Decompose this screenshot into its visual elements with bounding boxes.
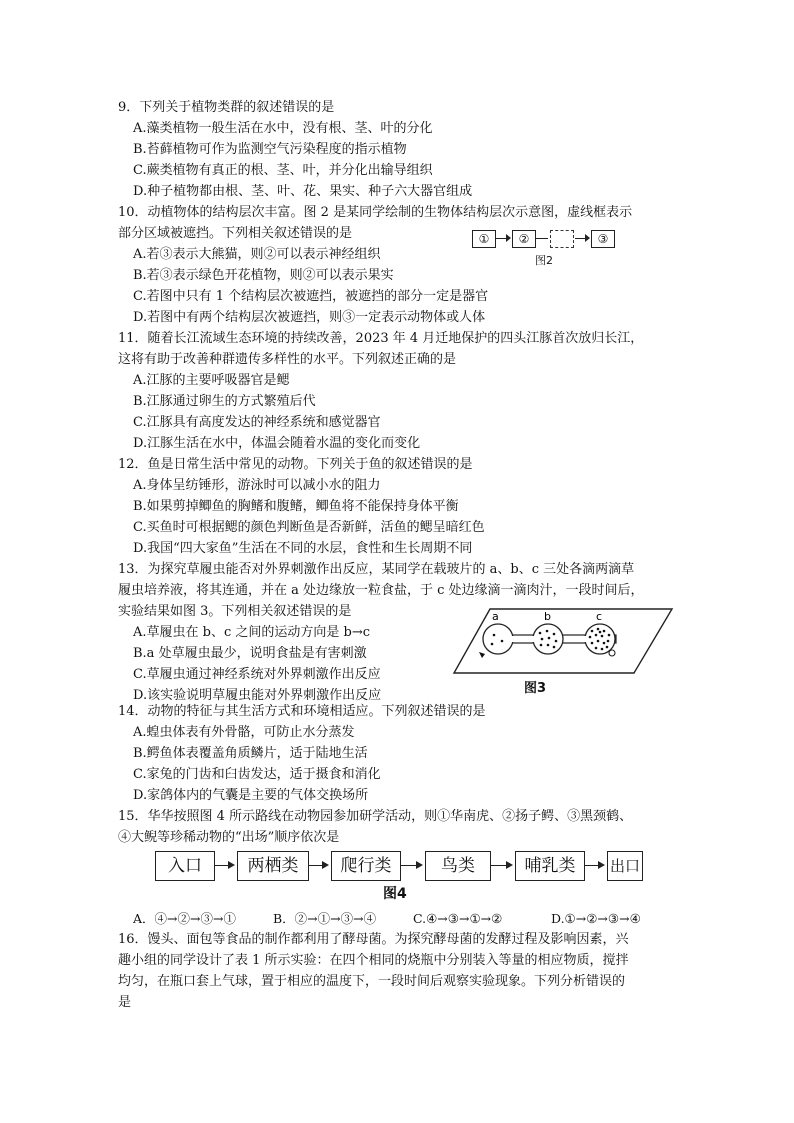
question-stem: 14．动物的特征与其生活方式和环境相适应。下列叙述错误的是 [118, 704, 486, 719]
arrow-icon [309, 865, 327, 866]
question-stem-line-4: 是 [118, 995, 132, 1010]
fig2-box-1: ① [472, 230, 496, 248]
option-d: D.江豚生活在水中，体温会随着水温的变化而变化 [133, 436, 421, 451]
question-14 [118, 701, 678, 806]
option-b: B．②→①→③→④ [273, 911, 377, 926]
figure-4 [155, 851, 645, 903]
arrow-icon [491, 865, 511, 866]
question-stem-line-1: 10．动植物体的结构层次丰富。图 2 是某同学绘制的生物体结构层次示意图，虚线框表示 [118, 205, 633, 220]
option-a: A.草履虫在 b、c 之间的运动方向是 b→c [133, 625, 371, 640]
question-11 [118, 328, 678, 454]
option-b: B.江豚通过卵生的方式繁殖后代 [133, 394, 316, 409]
arrow-icon [536, 238, 548, 239]
option-c: C.江豚具有高度发达的神经系统和感觉器官 [133, 415, 381, 430]
question-stem-line-1: 15．华华按照图 4 所示路线在动物园参加研学活动，则①华南虎、②扬子鳄、③黑颈鹤、 [118, 809, 633, 824]
arrow-icon [401, 865, 421, 866]
question-9 [118, 97, 678, 202]
slide-diagram [452, 605, 674, 697]
option-d: D.家鸽体内的气囊是主要的气体交换场所 [133, 788, 369, 803]
option-b: B.若③表示绿色开花植物，则②可以表示果实 [133, 268, 394, 283]
option-d: D.我国“四大家鱼”生活在不同的水层，食性和生长周期不同 [133, 541, 473, 556]
option-c: C.若图中只有 1 个结构层次被遮挡，被遮挡的部分一定是器官 [133, 289, 489, 304]
fig2-box-2: ② [512, 230, 536, 248]
option-c: C.家兔的门齿和臼齿发达，适于摄食和消化 [133, 767, 381, 782]
figure-label: 图4 [383, 886, 407, 902]
option-d: D.种子植物都由根、茎、叶、花、果实、种子六大器官组成 [133, 184, 473, 199]
question-stem: 9．下列关于植物类群的叙述错误的是 [118, 100, 335, 115]
question-stem-line-2: 这将有助于改善种群遗传多样性的水平。下列叙述正确的是 [118, 352, 457, 367]
option-d: D.若图中有两个结构层次被遮挡，则③一定表示动物体或人体 [133, 310, 486, 325]
figure-label: 图3 [524, 681, 547, 696]
label-b: b [544, 610, 551, 623]
option-b: B.苔藓植物可作为监测空气污染程度的指示植物 [133, 142, 407, 157]
question-15 [118, 806, 678, 848]
fig4-box-entrance: 入口 [155, 851, 215, 881]
option-d: D.该实验说明草履虫能对外界刺激作出反应 [133, 688, 382, 703]
option-d: D.①→②→③→④ [551, 911, 641, 926]
question-stem-line-2: ④大鲵等珍稀动物的“出场”顺序依次是 [118, 830, 340, 845]
figure-3 [452, 605, 674, 697]
question-stem-line-1: 13．为探究草履虫能否对外界刺激作出反应，某同学在载玻片的 a、b、c 三处各滴两滴草 [118, 562, 635, 577]
figure-label: 图2 [535, 254, 553, 267]
option-a: A.江豚的主要呼吸器官是鳃 [133, 373, 290, 388]
question-stem-line-1: 16．馒头、面包等食品的制作都利用了酵母菌。为探究酵母菌的发酵过程及影响因素，兴 [118, 932, 629, 947]
question-12 [118, 454, 678, 559]
fig4-box-mammal: 哺乳类 [515, 851, 585, 881]
option-a: A.若③表示大熊猫，则②可以表示神经组织 [133, 247, 381, 262]
question-stem-line-1: 11．随着长江流域生态环境的持续改善，2023 年 4 月迁地保护的四头江豚首次放归长江， [118, 331, 644, 346]
option-c: C.草履虫通过神经系统对外界刺激作出反应 [133, 667, 381, 682]
question-stem-line-3: 实验结果如图 3。下列相关叙述错误的是 [118, 604, 352, 619]
question-16 [118, 929, 678, 1013]
label-c: c [596, 610, 603, 623]
question-stem-line-2: 履虫培养液，将其连通，并在 a 处边缘放一粒食盐，于 c 处边缘滴一滴肉汁，一段时间后， [118, 583, 644, 598]
option-c: C.蕨类植物有真正的根、茎、叶，并分化出输导组织 [133, 163, 433, 178]
fig4-box-bird: 鸟类 [425, 851, 491, 881]
question-stem-line-3: 均匀，在瓶口套上气球，置于相应的温度下，一段时间后观察实验现象。下列分析错误的 [118, 974, 626, 989]
question-stem-line-2: 部分区域被遮挡。下列相关叙述错误的是 [118, 226, 353, 241]
arrowhead-icon [506, 234, 511, 242]
fig4-box-reptile: 爬行类 [331, 851, 401, 881]
option-c: C.④→③→①→② [413, 911, 503, 926]
fig2-box-3: ③ [591, 230, 615, 248]
question-stem-line-2: 趣小组的同学设计了表 1 所示实验：在四个相同的烧瓶中分别装入等量的相应物质，搅拌 [118, 953, 629, 968]
option-b: B.如果剪掉鲫鱼的胸鳍和腹鳍，鲫鱼将不能保持身体平衡 [133, 499, 459, 514]
option-c: C.买鱼时可根据鳃的颜色判断鱼是否新鲜，活鱼的鳃呈暗红色 [133, 520, 485, 535]
label-a: a [492, 610, 499, 623]
fig2-hidden-box [550, 230, 574, 248]
arrowhead-icon [585, 234, 590, 242]
arrow-icon [585, 865, 603, 866]
fig4-box-amphibian: 两栖类 [237, 851, 309, 881]
option-a: A.藻类植物一般生活在水中，没有根、茎、叶的分化 [133, 121, 433, 136]
option-a: A.蝗虫体表有外骨骼，可防止水分蒸发 [133, 725, 355, 740]
option-b: B.a 处草履虫最少，说明食盐是有害刺激 [133, 646, 367, 661]
figure-2 [470, 228, 620, 270]
option-b: B.鳄鱼体表覆盖角质鳞片，适于陆地生活 [133, 746, 368, 761]
fig4-box-exit: 出口 [607, 851, 643, 881]
option-a: A.身体呈纺锤形，游泳时可以减小水的阻力 [133, 478, 381, 493]
option-a: A．④→②→③→① [133, 911, 236, 926]
arrow-icon [215, 865, 233, 866]
question-stem: 12．鱼是日常生活中常见的动物。下列关于鱼的叙述错误的是 [118, 457, 473, 472]
question-15-options [118, 908, 678, 929]
